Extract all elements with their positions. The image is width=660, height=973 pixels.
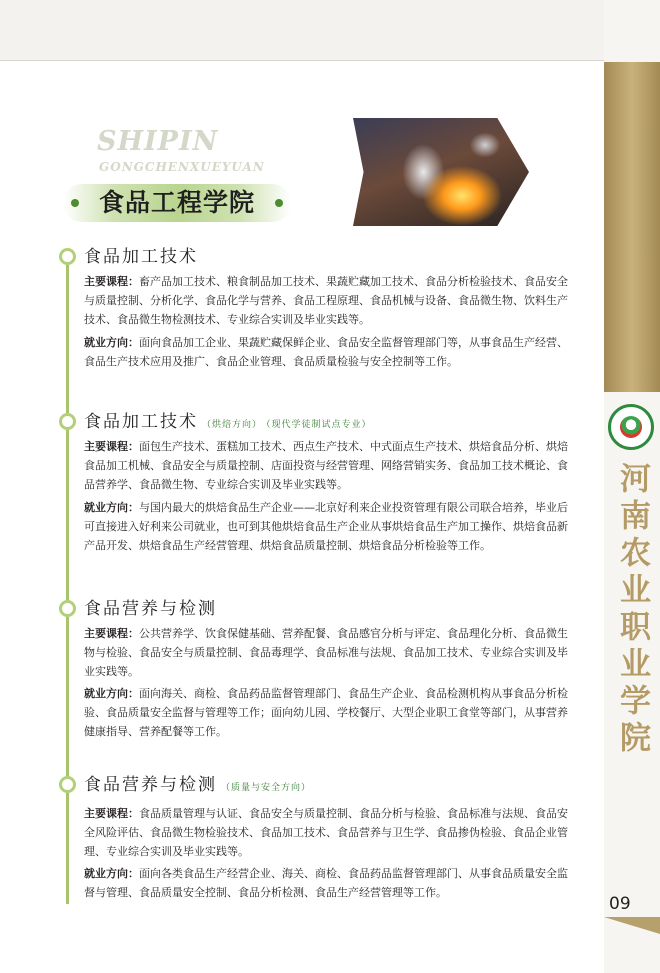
jobs-label: 就业方向： <box>84 501 139 514</box>
page-number: 09 <box>609 894 631 914</box>
english-subtitle: GONGCHENXUEYUAN <box>99 160 265 174</box>
timeline <box>66 258 69 904</box>
cooking-photo <box>353 118 529 226</box>
courses-text: 公共营养学、饮食保健基础、营养配餐、食品感官分析与评定、食品理化分析、食品微生物与检验、食品安全与质量控制、食品毒理学、食品标准与法规、食品加工技术、专业综合实训及毕业实践等。 <box>84 627 568 678</box>
jobs-paragraph <box>84 684 568 741</box>
section-title <box>84 598 217 620</box>
school-emblem-icon <box>608 404 654 450</box>
courses-paragraph <box>84 272 568 329</box>
college-name: 食品工程学院 <box>98 188 255 217</box>
courses-label: 主要课程： <box>84 275 139 288</box>
pill-dot-left <box>71 199 79 207</box>
section-title-text: 食品加工技术 <box>84 412 198 432</box>
courses-text: 面包生产技术、蛋糕加工技术、西点生产技术、中式面点生产技术、烘焙食品分析、烘焙食品加工机械、食品安全与质量控制、店面投资与经营管理、网络营销实务、食品加工技术概论、食品营养学、食品微生物、专业综合实训及毕业实践等。 <box>84 440 568 491</box>
jobs-label: 就业方向： <box>84 687 139 700</box>
jobs-label: 就业方向： <box>84 336 139 349</box>
jobs-text: 与国内最大的烘焙食品生产企业——北京好利来企业投资管理有限公司联合培养，毕业后可直接进入好利来公司就业，也可到其他烘焙食品生产企业从事烘焙食品生产加工操作、烘焙食品新产品开发、烘焙食品生产经营管理、烘焙食品质量控制、烘焙食品分析检验等工作。 <box>84 501 568 552</box>
section-note: （质量与安全方向） <box>221 783 312 793</box>
jobs-paragraph <box>84 498 568 555</box>
jobs-label: 就业方向： <box>84 867 139 880</box>
timeline-node <box>59 248 76 265</box>
courses-label: 主要课程： <box>84 440 139 453</box>
school-name: 河南农业职业学院 <box>614 462 650 758</box>
section-title-text: 食品加工技术 <box>84 247 198 267</box>
jobs-text: 面向海关、商检、食品药品监督管理部门、食品生产企业、食品检测机构从事食品分析检验、食品质量安全监督与管理等工作；面向幼儿园、学校餐厅、大型企业职工食堂等部门，从事营养健康指导、营养配餐等工作。 <box>84 687 568 738</box>
courses-paragraph <box>84 804 568 861</box>
courses-text: 食品质量管理与认证、食品安全与质量控制、食品分析与检验、食品标准与法规、食品安全风险评估、食品微生物检验技术、食品加工技术、食品营养与卫生学、食品掺伪检验、食品企业管理、专业综合实训及毕业实践等。 <box>84 807 568 858</box>
section-title <box>84 774 311 799</box>
courses-paragraph <box>84 624 568 681</box>
jobs-text: 面向各类食品生产经营企业、海关、商检、食品药品监督管理部门、从事食品质量安全监督与管理、食品质量安全控制、食品分析检测、食品生产经营管理等工作。 <box>84 867 568 899</box>
jobs-paragraph <box>84 864 568 902</box>
timeline-node <box>59 600 76 617</box>
top-band <box>0 0 604 60</box>
english-title: SHIPIN <box>97 126 219 157</box>
section-note: （烘焙方向） <box>202 420 263 430</box>
timeline-node <box>59 413 76 430</box>
jobs-paragraph <box>84 333 568 371</box>
courses-paragraph <box>84 437 568 494</box>
jobs-text: 面向食品加工企业、果蔬贮藏保鲜企业、食品安全监督管理部门等，从事食品生产经营、食品生产技术应用及推广、食品企业管理、食品质量检验与安全控制等工作。 <box>84 336 568 368</box>
section-title <box>84 246 198 268</box>
section-title <box>84 411 372 436</box>
side-rail-accent <box>604 62 660 392</box>
timeline-node <box>59 776 76 793</box>
section-note: （现代学徒制试点专业） <box>266 420 372 430</box>
section-title-text: 食品营养与检测 <box>84 775 217 795</box>
courses-text: 畜产品加工技术、粮食制品加工技术、果蔬贮藏加工技术、食品分析检验技术、食品安全与质量控制、分析化学、食品化学与营养、食品工程原理、食品机械与设备、食品微生物、饮料生产技术、食品微生物检测技术、专业综合实训及毕业实践等。 <box>84 275 568 326</box>
pill-dot-right <box>275 199 283 207</box>
page-corner <box>604 917 660 934</box>
top-divider <box>0 60 604 61</box>
section-title-text: 食品营养与检测 <box>84 599 217 619</box>
courses-label: 主要课程： <box>84 807 139 820</box>
courses-label: 主要课程： <box>84 627 139 640</box>
